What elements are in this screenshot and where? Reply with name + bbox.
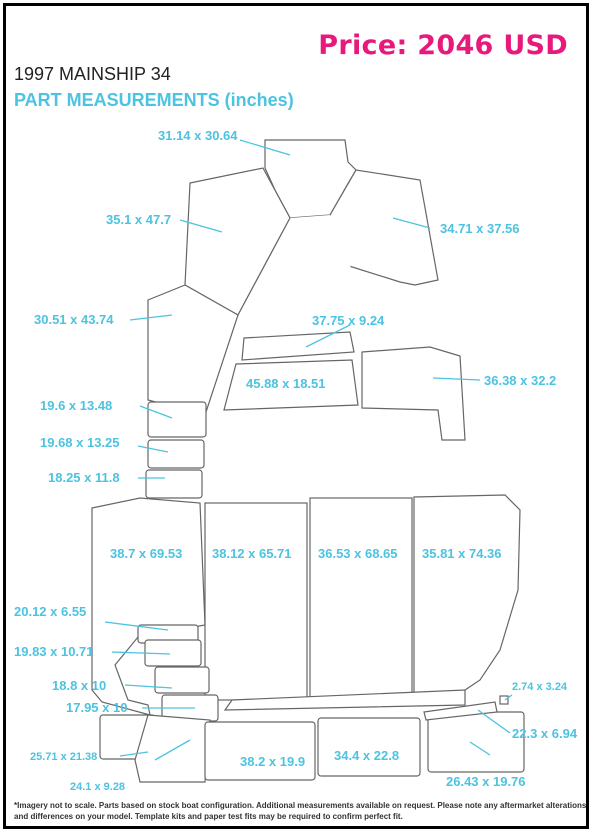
part-label: 36.53 x 68.65 (318, 546, 398, 561)
part-label: 38.7 x 69.53 (110, 546, 183, 561)
part-label: 2.74 x 3.24 (512, 681, 568, 693)
part-label: 35.81 x 74.36 (422, 546, 502, 561)
part-label: 19.68 x 13.25 (40, 435, 120, 450)
part-label: 45.88 x 18.51 (246, 376, 326, 391)
part-bottom-left-large (135, 715, 210, 782)
part-floor-4 (414, 495, 520, 697)
part-label: 38.12 x 65.71 (212, 546, 292, 561)
part-right-mid (362, 347, 465, 440)
disclaimer-footnote: *Imagery not to scale. Parts based on stock boat configuration. Additional measurements available on request. Please note any aftermarket alterations and differences on your model. Template kits and paper test fits may be required to confirm perfect fit. (14, 801, 587, 821)
part-label: 24.1 x 9.28 (70, 781, 126, 793)
part-label: 17.95 x 10 (66, 700, 128, 715)
part-label: 19.6 x 13.48 (40, 398, 113, 413)
part-bottom-4 (428, 712, 524, 772)
part-label: 19.83 x 10.71 (14, 644, 94, 659)
part-label: 37.75 x 9.24 (312, 313, 385, 328)
part-bottom-3 (318, 718, 420, 776)
part-label: 30.51 x 43.74 (34, 312, 114, 327)
boat-model-title: 1997 MAINSHIP 34 (14, 64, 171, 84)
part-label: 36.38 x 32.2 (484, 373, 557, 388)
part-step-2 (148, 440, 204, 468)
part-side-3 (155, 667, 209, 693)
part-floor-3 (310, 498, 412, 698)
part-step-3 (146, 470, 202, 498)
part-label: 34.71 x 37.56 (440, 221, 520, 236)
measurements-subtitle: PART MEASUREMENTS (inches) (14, 90, 294, 110)
part-label: 26.43 x 19.76 (446, 774, 526, 789)
part-step-1 (148, 402, 206, 437)
part-label: 38.2 x 19.9 (240, 754, 306, 769)
part-label: 31.14 x 30.64 (158, 128, 238, 143)
part-bottom-2 (205, 722, 315, 780)
part-floor-2 (205, 503, 307, 700)
part-label: 20.12 x 6.55 (14, 604, 87, 619)
price-label: Price: 2046 USD (318, 30, 568, 61)
part-strip (242, 332, 354, 360)
part-label: 35.1 x 47.7 (106, 212, 172, 227)
part-label: 22.3 x 6.94 (512, 726, 578, 741)
part-tiny (500, 696, 508, 704)
part-label: 34.4 x 22.8 (334, 748, 400, 763)
part-label: 18.8 x 10 (52, 678, 107, 693)
part-label: 18.25 x 11.8 (48, 470, 120, 485)
part-label: 25.71 x 21.38 (30, 751, 98, 763)
